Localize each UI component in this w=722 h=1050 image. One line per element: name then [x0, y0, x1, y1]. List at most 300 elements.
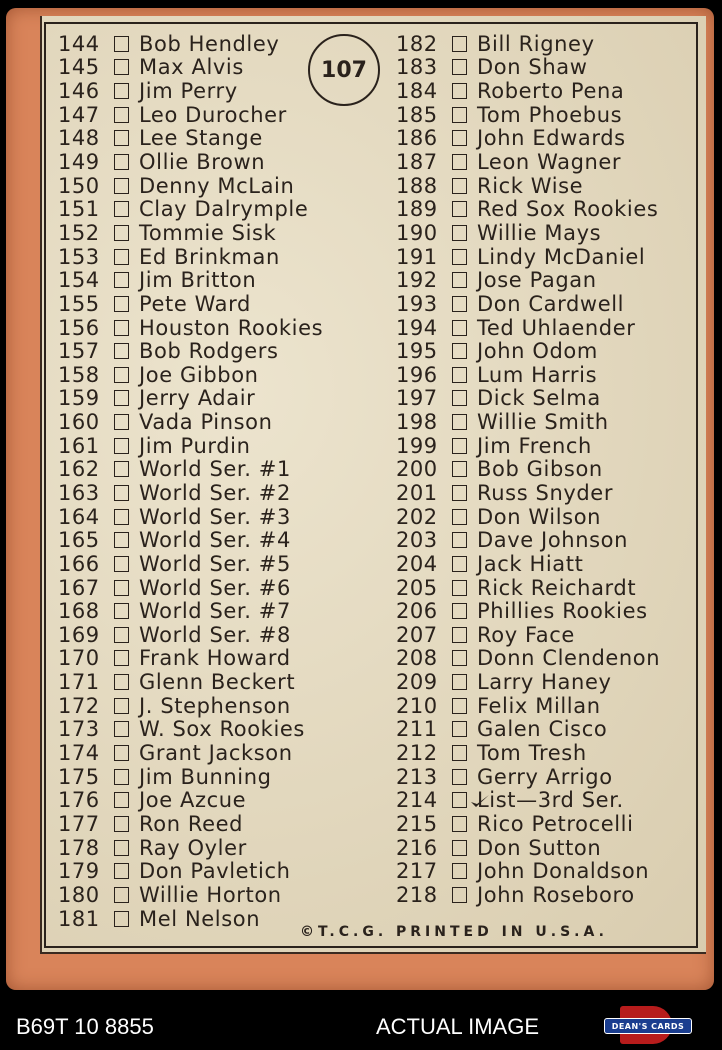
checkbox[interactable]	[114, 390, 129, 406]
card-number: 201	[396, 481, 438, 505]
card-number: 202	[396, 504, 438, 529]
card-number: 184	[396, 79, 438, 104]
checklist-row	[396, 789, 660, 813]
checklist-row	[396, 647, 660, 671]
card-number: 152	[58, 220, 100, 245]
checklist-row	[58, 907, 323, 931]
checkbox[interactable]	[114, 674, 129, 690]
checkbox[interactable]	[114, 745, 129, 761]
player-name: Donn Clendenon	[477, 646, 661, 671]
card-number: 151	[58, 197, 100, 222]
player-name: List—3rd Ser.	[477, 788, 624, 813]
card-number: 144	[58, 31, 100, 56]
checklist-row	[58, 481, 323, 505]
card-number: 172	[58, 693, 100, 718]
card-number: 189	[396, 197, 438, 222]
checklist-row	[58, 552, 323, 576]
checklist-row	[396, 718, 660, 742]
checklist-row	[58, 32, 323, 56]
checklist-row	[58, 434, 323, 458]
checkbox[interactable]	[452, 83, 467, 99]
player-name: Willie Mays	[477, 220, 602, 245]
checklist-row	[396, 552, 660, 576]
checklist-row	[58, 599, 323, 623]
player-name: Leon Wagner	[477, 150, 622, 175]
checklist-row	[396, 32, 660, 56]
checklist-row	[58, 268, 323, 292]
player-name: World Ser. #4	[139, 528, 291, 553]
checklist-row	[396, 481, 660, 505]
player-name: Vada Pinson	[139, 410, 273, 435]
checklist-row	[58, 221, 323, 245]
checklist-row	[396, 339, 660, 363]
checkbox[interactable]	[114, 201, 129, 217]
checklist-row	[396, 387, 660, 411]
card-number: 165	[58, 528, 100, 553]
checkbox[interactable]	[114, 83, 129, 99]
player-name: Jim Britton	[139, 268, 257, 293]
card-number: 204	[396, 551, 438, 576]
card-number: 209	[396, 670, 438, 695]
card-number: 177	[58, 811, 100, 836]
card-number: 154	[58, 268, 100, 293]
checkbox[interactable]	[452, 390, 467, 406]
checklist-row	[58, 245, 323, 269]
checkbox[interactable]	[114, 816, 129, 832]
card-number: 156	[58, 315, 100, 340]
card-number: 146	[58, 79, 100, 104]
card-number: 196	[396, 362, 438, 387]
card-number: 213	[396, 764, 438, 789]
player-name: Ted Uhlaender	[477, 315, 636, 340]
player-name: Grant Jackson	[139, 741, 293, 766]
checklist-row	[396, 363, 660, 387]
card-number: 159	[58, 386, 100, 411]
player-name: Larry Haney	[477, 670, 612, 695]
card-number: 210	[396, 693, 438, 718]
checkbox[interactable]	[452, 343, 467, 359]
checklist-row	[58, 718, 323, 742]
checklist-row	[58, 670, 323, 694]
player-name: Lindy McDaniel	[477, 244, 646, 269]
checkbox[interactable]	[452, 532, 467, 548]
checklist-row	[396, 56, 660, 80]
card-number: 217	[396, 859, 438, 884]
checklist-row	[396, 528, 660, 552]
player-name: Gerry Arrigo	[477, 764, 613, 789]
checklist-left-column	[58, 32, 323, 930]
checklist-row	[58, 410, 323, 434]
card-number: 180	[58, 882, 100, 907]
card-number: 186	[396, 126, 438, 151]
card-number: 168	[58, 599, 100, 624]
checklist-row	[58, 576, 323, 600]
player-name: Don Wilson	[477, 504, 602, 529]
checkbox[interactable]	[114, 769, 129, 785]
checkbox[interactable]	[452, 627, 467, 643]
checklist-row	[58, 316, 323, 340]
card-number: 190	[396, 220, 438, 245]
player-name: World Ser. #1	[139, 457, 291, 482]
checkbox[interactable]	[452, 367, 467, 383]
card-number: 160	[58, 410, 100, 435]
checkbox[interactable]	[114, 556, 129, 572]
checkbox[interactable]	[452, 556, 467, 572]
checklist-row	[58, 647, 323, 671]
checkbox[interactable]	[114, 438, 129, 454]
player-name: Don Cardwell	[477, 291, 625, 316]
checklist-row	[58, 363, 323, 387]
card-number: 157	[58, 339, 100, 364]
checklist-row	[58, 623, 323, 647]
card-number: 149	[58, 150, 100, 175]
card-number: 214	[396, 788, 438, 813]
card-number: 182	[396, 31, 438, 56]
checkbox[interactable]	[452, 580, 467, 596]
card-number: 212	[396, 741, 438, 766]
card-number: 164	[58, 504, 100, 529]
card-number: 167	[58, 575, 100, 600]
card-number: 148	[58, 126, 100, 151]
checklist-row	[396, 79, 660, 103]
player-name: Denny McLain	[139, 173, 295, 198]
checkmark-icon	[470, 794, 490, 808]
checkbox[interactable]	[452, 840, 467, 856]
checkbox[interactable]	[114, 249, 129, 265]
player-name: Glenn Beckert	[139, 670, 296, 695]
checklist-row	[396, 670, 660, 694]
player-name: World Ser. #8	[139, 622, 291, 647]
checkbox[interactable]	[452, 107, 467, 123]
checklist-row	[396, 292, 660, 316]
checklist-row	[58, 292, 323, 316]
player-name: Red Sox Rookies	[477, 197, 659, 222]
checklist-row	[396, 576, 660, 600]
card-number: 208	[396, 646, 438, 671]
card-number: 155	[58, 291, 100, 316]
player-name: John Edwards	[477, 126, 626, 151]
checklist-row	[396, 127, 660, 151]
checkbox[interactable]	[452, 485, 467, 501]
checkbox[interactable]	[452, 650, 467, 666]
card-number: 215	[396, 811, 438, 836]
checkbox[interactable]	[114, 461, 129, 477]
checkbox[interactable]	[114, 650, 129, 666]
checklist-row	[58, 103, 323, 127]
checkbox[interactable]	[452, 461, 467, 477]
checkbox[interactable]	[114, 698, 129, 714]
checklist-row	[58, 528, 323, 552]
checklist-row	[58, 859, 323, 883]
player-name: Jose Pagan	[477, 268, 597, 293]
player-name: Tom Tresh	[477, 741, 587, 766]
checkbox[interactable]	[114, 485, 129, 501]
player-name: W. Sox Rookies	[139, 717, 305, 742]
card-number: 205	[396, 575, 438, 600]
checkbox[interactable]	[114, 272, 129, 288]
card-number: 150	[58, 173, 100, 198]
player-name: Frank Howard	[139, 646, 291, 671]
player-name: Clay Dalrymple	[139, 197, 309, 222]
player-name: Russ Snyder	[477, 481, 614, 505]
player-name: Max Alvis	[139, 55, 244, 80]
checklist-row	[58, 458, 323, 482]
checkbox[interactable]	[114, 154, 129, 170]
card-number: 176	[58, 788, 100, 813]
player-name: World Ser. #6	[139, 575, 291, 600]
card-number: 193	[396, 291, 438, 316]
checkbox[interactable]	[452, 509, 467, 525]
checkbox[interactable]	[114, 130, 129, 146]
checkbox[interactable]	[452, 438, 467, 454]
card-number: 145	[58, 55, 100, 80]
checkbox[interactable]	[114, 911, 129, 927]
checklist-row	[396, 150, 660, 174]
copyright-printed-note: ©T.C.G. PRINTED IN U.S.A.	[300, 924, 608, 940]
checkbox[interactable]	[452, 769, 467, 785]
card-number: 200	[396, 457, 438, 482]
checkbox[interactable]	[452, 603, 467, 619]
checklist-row	[396, 836, 660, 860]
player-name: John Odom	[477, 339, 598, 364]
card-number: 218	[396, 882, 438, 907]
deans-cards-logo	[604, 1006, 692, 1044]
checkbox[interactable]	[452, 414, 467, 430]
checkbox[interactable]	[452, 201, 467, 217]
checklist-row	[58, 56, 323, 80]
card-number: 161	[58, 433, 100, 458]
player-name: Jim Purdin	[139, 433, 251, 458]
card-number: 188	[396, 173, 438, 198]
checklist-row	[396, 599, 660, 623]
checklist-row	[58, 387, 323, 411]
checkbox[interactable]	[114, 225, 129, 241]
checklist-row	[396, 174, 660, 198]
checkbox[interactable]	[452, 178, 467, 194]
card-number: 192	[396, 268, 438, 293]
checklist-row	[396, 458, 660, 482]
checkbox[interactable]	[452, 59, 467, 75]
checkbox[interactable]	[114, 887, 129, 903]
checklist-row	[396, 741, 660, 765]
checklist-row	[396, 505, 660, 529]
checkbox[interactable]	[114, 627, 129, 643]
checkbox[interactable]	[452, 154, 467, 170]
player-name: Don Pavletich	[139, 859, 291, 884]
card-number: 187	[396, 150, 438, 175]
checklist-row	[396, 812, 660, 836]
checkbox[interactable]	[452, 792, 467, 808]
checkbox[interactable]	[114, 59, 129, 75]
checklist-row	[396, 103, 660, 127]
checkbox[interactable]	[452, 887, 467, 903]
checklist-number-badge: 107	[308, 34, 380, 106]
player-name: Lum Harris	[477, 362, 598, 387]
logo-wordmark: DEAN'S CARDS	[604, 1018, 692, 1034]
checkbox[interactable]	[114, 367, 129, 383]
card-number: 197	[396, 386, 438, 411]
checkbox[interactable]	[114, 509, 129, 525]
player-name: World Ser. #2	[139, 481, 291, 505]
card-number: 162	[58, 457, 100, 482]
card-number: 166	[58, 551, 100, 576]
checkbox[interactable]	[114, 792, 129, 808]
card-number: 203	[396, 528, 438, 553]
player-name: Bob Gibson	[477, 457, 603, 482]
card-number: 147	[58, 102, 100, 127]
card-number: 194	[396, 315, 438, 340]
actual-image-label: ACTUAL IMAGE	[376, 1014, 539, 1039]
checkbox[interactable]	[114, 414, 129, 430]
player-name: Houston Rookies	[139, 315, 324, 340]
checkbox[interactable]	[452, 272, 467, 288]
checkbox[interactable]	[452, 130, 467, 146]
player-name: Ed Brinkman	[139, 244, 280, 269]
checkbox[interactable]	[452, 225, 467, 241]
card-number: 206	[396, 599, 438, 624]
checkbox[interactable]	[452, 698, 467, 714]
checklist-row	[58, 812, 323, 836]
player-name: Tommie Sisk	[139, 220, 277, 245]
checklist-row	[396, 268, 660, 292]
card-number: 175	[58, 764, 100, 789]
checkbox[interactable]	[452, 249, 467, 265]
player-name: Jim Perry	[139, 79, 238, 104]
player-name: Bill Rigney	[477, 31, 595, 56]
checklist-row	[396, 765, 660, 789]
player-name: Leo Durocher	[139, 102, 287, 127]
checklist-row	[396, 316, 660, 340]
checklist-row	[396, 859, 660, 883]
checklist-right-column	[396, 32, 660, 907]
checkbox[interactable]	[114, 320, 129, 336]
player-name: Jack Hiatt	[477, 551, 584, 576]
player-name: Don Sutton	[477, 835, 602, 860]
player-name: Phillies Rookies	[477, 599, 648, 624]
card-number: 174	[58, 741, 100, 766]
card-number: 158	[58, 362, 100, 387]
player-name: Mel Nelson	[139, 906, 261, 931]
checkbox[interactable]	[452, 320, 467, 336]
checkbox[interactable]	[452, 721, 467, 737]
player-name: John Roseboro	[477, 882, 635, 907]
card-number: 173	[58, 717, 100, 742]
checkbox[interactable]	[114, 343, 129, 359]
player-name: Rick Reichardt	[477, 575, 637, 600]
card-number: 169	[58, 622, 100, 647]
player-name: Ollie Brown	[139, 150, 266, 175]
player-name: Ray Oyler	[139, 835, 247, 860]
checklist-row	[58, 505, 323, 529]
player-name: World Ser. #7	[139, 599, 291, 624]
player-name: John Donaldson	[477, 859, 650, 884]
player-name: Jim Bunning	[139, 764, 272, 789]
checklist-row	[58, 79, 323, 103]
card-number: 183	[396, 55, 438, 80]
checklist-row	[396, 623, 660, 647]
checkbox[interactable]	[114, 178, 129, 194]
card-number: 185	[396, 102, 438, 127]
checklist-row	[58, 836, 323, 860]
player-name: Joe Gibbon	[139, 362, 259, 387]
checklist-row	[58, 741, 323, 765]
checkbox[interactable]	[114, 107, 129, 123]
card-number: 179	[58, 859, 100, 884]
checklist-row	[396, 694, 660, 718]
card-number: 171	[58, 670, 100, 695]
checkbox[interactable]	[452, 674, 467, 690]
player-name: J. Stephenson	[139, 693, 291, 718]
card-number: 207	[396, 622, 438, 647]
card-number: 211	[396, 717, 438, 742]
card-number: 216	[396, 835, 438, 860]
checkbox[interactable]	[114, 603, 129, 619]
player-name: Bob Rodgers	[139, 339, 279, 364]
checklist-row	[58, 694, 323, 718]
player-name: Pete Ward	[139, 291, 251, 316]
card-number: 198	[396, 410, 438, 435]
checklist-row	[396, 410, 660, 434]
player-name: World Ser. #3	[139, 504, 291, 529]
player-name: Ron Reed	[139, 811, 244, 836]
card-number: 178	[58, 835, 100, 860]
checklist-row	[58, 339, 323, 363]
checkbox[interactable]	[452, 863, 467, 879]
checkbox[interactable]	[452, 296, 467, 312]
checkbox[interactable]	[114, 532, 129, 548]
player-name: Lee Stange	[139, 126, 263, 151]
player-name: Willie Smith	[477, 410, 609, 435]
player-name: Galen Cisco	[477, 717, 608, 742]
checkbox[interactable]	[114, 863, 129, 879]
checklist-row	[58, 197, 323, 221]
checklist-row	[396, 245, 660, 269]
card-number: 163	[58, 481, 100, 505]
card-number: 170	[58, 646, 100, 671]
checklist-row	[58, 127, 323, 151]
checkbox[interactable]	[114, 580, 129, 596]
checklist-row	[58, 150, 323, 174]
checklist-row	[58, 789, 323, 813]
player-name: Rick Wise	[477, 173, 584, 198]
sku-label: B69T 10 8855	[16, 1014, 154, 1039]
checkbox[interactable]	[114, 840, 129, 856]
checkbox[interactable]	[452, 816, 467, 832]
checklist-row	[396, 197, 660, 221]
card-number: 181	[58, 906, 100, 931]
player-name: Roy Face	[477, 622, 575, 647]
player-name: Felix Millan	[477, 693, 601, 718]
player-name: Tom Phoebus	[477, 102, 623, 127]
card-number: 199	[396, 433, 438, 458]
checklist-row	[396, 434, 660, 458]
checkbox[interactable]	[452, 36, 467, 52]
checklist-row	[58, 765, 323, 789]
player-name: Dave Johnson	[477, 528, 629, 553]
card-number: 191	[396, 244, 438, 269]
player-name: Rico Petrocelli	[477, 811, 634, 836]
checkbox[interactable]	[114, 721, 129, 737]
checkbox[interactable]	[452, 745, 467, 761]
player-name: Joe Azcue	[139, 788, 247, 813]
checkbox[interactable]	[114, 36, 129, 52]
checklist-row	[396, 221, 660, 245]
checkbox[interactable]	[114, 296, 129, 312]
checklist-row	[396, 883, 660, 907]
card-number: 195	[396, 339, 438, 364]
player-name: Bob Hendley	[139, 31, 280, 56]
player-name: Willie Horton	[139, 882, 282, 907]
